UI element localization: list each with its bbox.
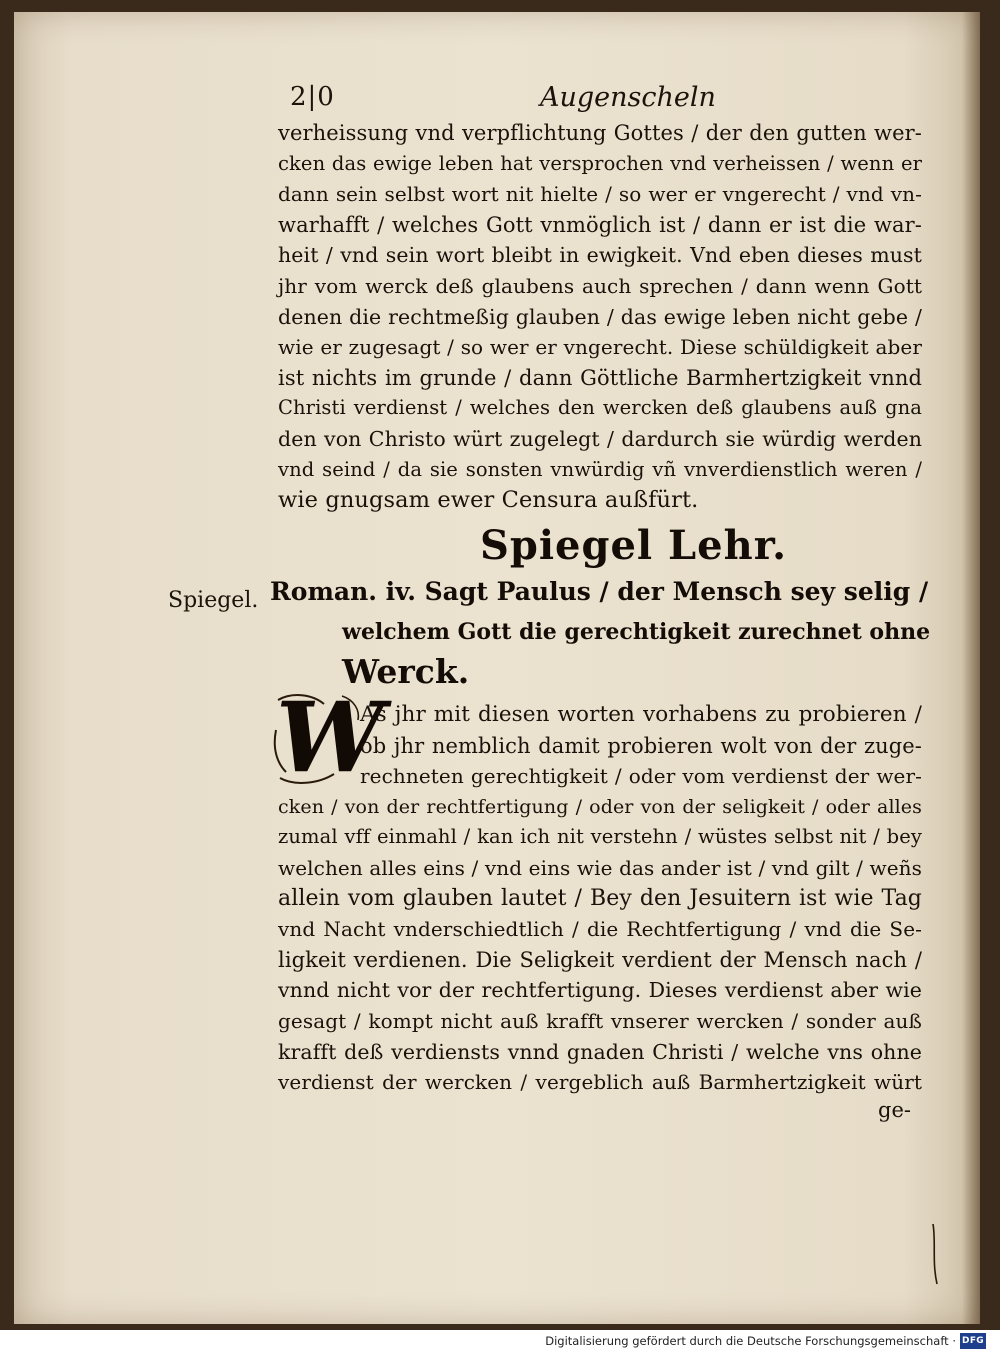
text-line: rechneten gerechtigkeit / oder vom verdienst der wer- xyxy=(360,764,922,789)
text-line: Christi verdienst / welches den wercken deß glaubens auß gna xyxy=(278,396,922,420)
digitization-footer xyxy=(0,1330,1000,1354)
running-head: Augenscheln xyxy=(540,82,716,113)
paragraph-2 xyxy=(278,700,922,1098)
verse-line: Werck. xyxy=(342,652,470,691)
text-line: ist nichts im grunde / dann Göttliche Barmhertzigkeit vnnd xyxy=(278,365,922,390)
footer-credit: Digitalisierung gefördert durch die Deutsche Forschungsgemeinschaft · xyxy=(545,1334,956,1348)
text-line: verdienst der wercken / vergeblich auß Barmhertzigkeit würt xyxy=(278,1070,922,1095)
text-line: ligkeit verdienen. Die Seligkeit verdient der Mensch nach / xyxy=(278,947,922,972)
text-line: denen die rechtmeßig glauben / das ewige leben nicht gebe / xyxy=(278,304,922,329)
quoted-verse xyxy=(270,572,930,692)
text-line: heit / vnd sein wort bleibt in ewigkeit. Vnd eben dieses must xyxy=(278,243,922,268)
section-heading: Spiegel Lehr. xyxy=(480,522,788,569)
text-line: gesagt / kompt nicht auß krafft vnserer wercken / sonder auß xyxy=(278,1008,922,1033)
verse-line: welchem Gott die gerechtigkeit zurechnet ohne xyxy=(342,619,931,645)
text-line: vnd Nacht vnderschiedtlich / die Rechtfertigung / vnd die Se- xyxy=(278,917,922,942)
text-line: welchen alles eins / vnd eins wie das ander ist / vnd gilt / weñs xyxy=(278,855,922,880)
text-line: den von Christo würt zugelegt / dardurch sie würdig werden xyxy=(278,426,922,451)
text-line: dann sein selbst wort nit hielte / so wer er vngerecht / vnd vn- xyxy=(278,182,922,207)
text-line: jhr vom werck deß glaubens auch sprechen / dann wenn Gott xyxy=(278,273,922,298)
text-line: allein vom glauben lautet / Bey den Jesuitern ist wie Tag xyxy=(278,885,922,911)
drop-cap: W xyxy=(276,681,384,794)
text-line: cken / von der rechtfertigung / oder von der seligkeit / oder alles xyxy=(278,795,922,818)
text-line: As jhr mit diesen worten vorhabens zu probieren / xyxy=(360,702,922,727)
page-header xyxy=(270,82,910,118)
text-line: ob jhr nemblich damit probieren wolt von der zuge- xyxy=(360,733,922,758)
text-line: wie er zugesagt / so wer er vngerecht. Diese schüldigkeit aber xyxy=(278,335,922,360)
text-line: zumal vff einmahl / kan ich nit verstehn / wüstes selbst nit / bey xyxy=(278,825,922,849)
page-number: 2|0 xyxy=(290,82,335,112)
text-line: vnnd nicht vor der rechtfertigung. Dieses verdienst aber wie xyxy=(278,978,922,1003)
page-edge-mark-icon xyxy=(930,1222,940,1286)
margin-note: Spiegel. xyxy=(168,588,259,613)
text-line: krafft deß verdiensts vnnd gnaden Christi / welche vns ohne xyxy=(278,1039,922,1064)
text-line: cken das ewige leben hat versprochen vnd verheissen / wenn er xyxy=(278,151,922,175)
text-line: vnd seind / da sie sonsten vnwürdig vñ vnverdienstlich weren / xyxy=(278,457,922,481)
paragraph-1 xyxy=(278,118,922,516)
text-line: wie gnugsam ewer Censura außfürt. xyxy=(278,487,699,514)
text-line: verheissung vnd verpflichtung Gottes / der den gutten wer- xyxy=(278,121,922,145)
text-line: warhafft / welches Gott vnmöglich ist / dann er ist die war- xyxy=(278,212,922,237)
dfg-logo-icon: DFG xyxy=(960,1333,986,1349)
catchword: ge- xyxy=(878,1098,911,1122)
verse-line: Roman. iv. Sagt Paulus / der Mensch sey selig / xyxy=(270,577,929,606)
